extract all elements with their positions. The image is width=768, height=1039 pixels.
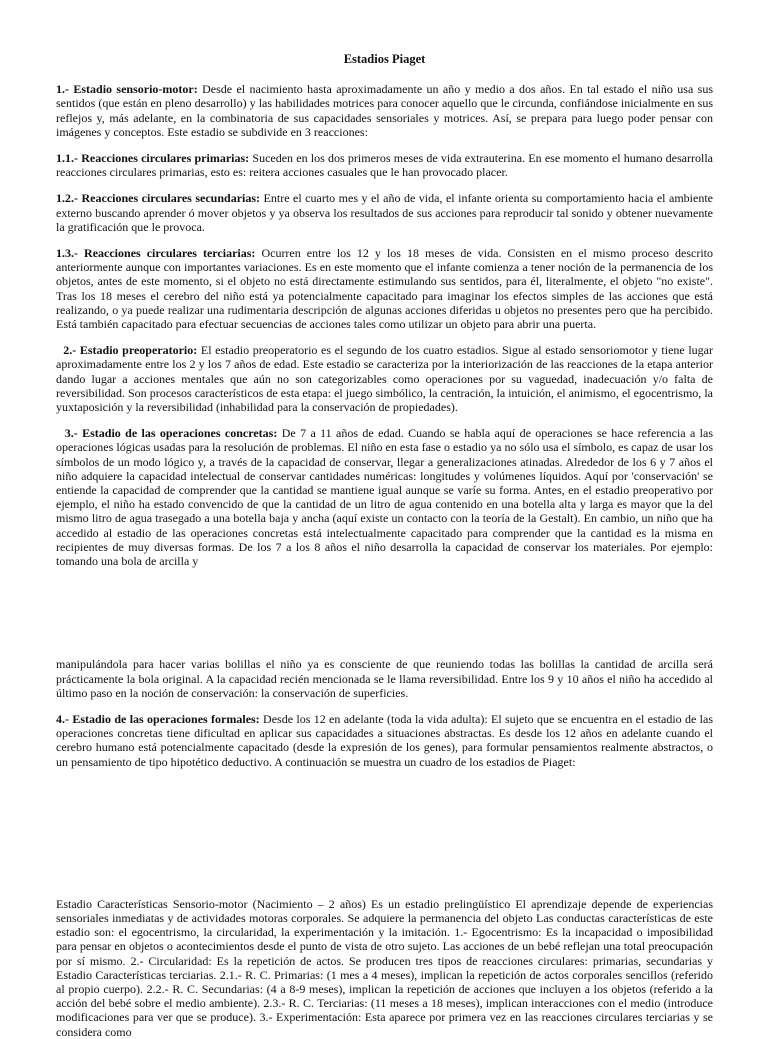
section-operaciones-formales <box>56 712 713 769</box>
section-text: Desde el nacimiento hasta aproximadamente un año y medio a dos años. En tal estado el niño usa sus sentidos (que están en pleno desarrollo) y las habilidades motrices para conocer aquello que le circunda, confiándose inicialmente en sus reflejos y, más adelante, en la combinatoria de sus capacidades sensoriales y motrices. Así, se prepara para luego poder pensar con imágenes y conceptos. Este estadio se subdivide en 3 reacciones: <box>56 82 713 139</box>
section-operaciones-concretas <box>56 426 713 568</box>
section-heading: 1.3.- Reacciones circulares terciarias: <box>56 246 256 261</box>
section-heading: 4.- Estadio de las operaciones formales: <box>56 711 260 726</box>
section-text: Entre el cuarto mes y el año de vida, el infante orienta su comportamiento hacia el ambiente externo buscando aprender ó mover objetos y ya observa los resultados de sus acciones para reproducir tal sonido y obtener nuevamente la gratificación que le provoca. <box>56 191 713 234</box>
continuation-paragraph: manipulándola para hacer varias bolillas el niño ya es consciente de que reuniendo todas las bolillas la cantidad de arcilla será prácticamente la bola original. A la capacidad recién mencionada se le llama reversibilidad. Entre los 9 y 10 años el niño ha accedido al último paso en la noción de conservación: la conservación de superficies. <box>56 657 713 700</box>
section-heading: 3.- Estadio de las operaciones concretas: <box>56 426 278 441</box>
section-heading: 1.2.- Reacciones circulares secundarias: <box>56 191 261 206</box>
section-text: Ocurren entre los 12 y los 18 meses de vida. Consisten en el mismo proceso descrito anteriormente aunque con importantes variaciones. Es en este momento que el infante comienza a tener noción de la permanencia de los objetos, antes de este momento, si el objeto no está directamente estimulando sus sentidos, para él, literalmente, el objeto "no existe". Tras los 18 meses el cerebro del niño está ya potencialmente capacitado para imaginar los efectos simples de las acciones que está realizando, o ya puede realizar una rudimentaria descripción de algunas acciones diferidas u objetos no presentes pero que ha percibido. Está también capacitado para efectuar secuencias de acciones tales como utilizar un objeto para abrir una puerta. <box>56 246 713 332</box>
table-text: Estadio Características Sensorio-motor (Nacimiento – 2 años) Es un estadio prelingüístico El aprendizaje depende de experiencias sensoriales inmediatas y de actividades motoras corporales. Se adquiere la permanencia del objeto Las conductas características de este estadio son: el egocentrismo, la circularidad, la experimentación y la imitación. 1.- Egocentrismo: Es la incapacidad o imposibilidad para pensar en objetos o acontecimientos desde el punto de vista de otro sujeto. Las acciones de un bebé reflejan una total preocupación por sí mismo. 2.- Circularidad: Es la repetición de actos. Se producen tres tipos de reacciones circulares: primarias, secundarias y Estadio Características terciarias. 2.1.- R. C. Primarias: (1 mes a 4 meses), implican la repetición de actos corporales sencillos (referido al propio cuerpo). 2.2.- R. C. Secundarias: (4 a 8-9 meses), implican la repetición de acciones que incluyen a los objetos (referido a la acción del bebé sobre el medio ambiente). 2.3.- R. C. Terciarias: (11 meses a 18 meses), implican interacciones con el medio (introduce modificaciones para ver que se produce). 3.- Experimentación: Esta aparece por primera vez en las reacciones circulares terciarias y se considera como <box>56 896 713 1039</box>
section-heading: 1.- Estadio sensorio-motor: <box>56 82 198 97</box>
section-reacciones-secundarias <box>56 191 713 234</box>
blank-space <box>56 568 713 657</box>
section-sensoriomotor <box>56 82 713 139</box>
section-text: Desde los 12 en adelante (toda la vida adulta): El sujeto que se encuentra en el estadio de las operaciones concretas tiene dificultad en aplicar sus capacidades a situaciones abstractas. Es desde los 12 años en adelante cuando el cerebro humano está potencialmente capacitado (desde la expresión de los genes), para formular pensamientos realmente abstractos, o un pensamiento de tipo hipotético deductivo. A continuación se muestra un cuadro de los estadios de Piaget: <box>56 711 713 769</box>
document-title: Estadios Piaget <box>343 52 426 66</box>
missing-table-space <box>56 769 713 897</box>
section-reacciones-terciarias <box>56 246 713 331</box>
section-heading: 2.- Estadio preoperatorio: <box>56 343 198 358</box>
document-page <box>56 52 713 1039</box>
section-text: El estadio preoperatorio es el segundo de los cuatro estadios. Sigue al estado sensoriomotor y tiene lugar aproximadamente entre los 2 y los 7 años de edad. Este estadio se caracteriza por la interiorización de las reacciones de la etapa anterior dando lugar a acciones mentales que aún no son categorizables como operaciones por su vaguedad, inadecuación y/o falta de reversibilidad. Son procesos característicos de esta etapa: el juego simbólico, la centración, la intuición, el animismo, el egocentrismo, la yuxtaposición y la reversibilidad (inhabilidad para la conservación de propiedades). <box>56 343 714 415</box>
section-reacciones-primarias <box>56 151 713 179</box>
table-text-block <box>56 897 713 1039</box>
section-text: Suceden en los dos primeros meses de vida extrauterina. En ese momento el humano desarrolla reacciones circulares primarias, esto es: reitera acciones casuales que le han provocado placer. <box>56 151 713 180</box>
section-preoperatorio <box>56 343 713 414</box>
section-heading: 1.1.- Reacciones circulares primarias: <box>56 151 250 166</box>
section-text: De 7 a 11 años de edad. Cuando se habla aquí de operaciones se hace referencia a las operaciones lógicas usadas para la resolución de problemas. El niño en esta fase o estadio ya no sólo usa el símbolo, es capaz de usar los símbolos de un modo lógico y, a través de la capacidad de conservar, llegar a generalizaciones atinadas. Alrededor de los 6 y 7 años el niño adquiere la capacidad intelectual de conservar cantidades numéricas: longitudes y volúmenes líquidos. Aquí por 'conservación' se entiende la capacidad de comprender que la cantidad se mantiene igual aunque se varíe su forma. Antes, en el estadio preoperativo por ejemplo, el niño ha estado convencido de que la cantidad de un litro de agua contenido en una botella alta y larga es mayor que la del mismo litro de agua trasegado a una botella baja y ancha (aquí existe un contacto con la teoría de la Gestalt). En cambio, un niño que ha accedido al estadio de las operaciones concretas está intelectualmente capacitado para comprender que la cantidad es la misma en recipientes de muy diversas formas. De los 7 a los 8 años el niño desarrolla la capacidad de conservar los materiales. Por ejemplo: tomando una bola de arcilla y <box>56 426 713 569</box>
